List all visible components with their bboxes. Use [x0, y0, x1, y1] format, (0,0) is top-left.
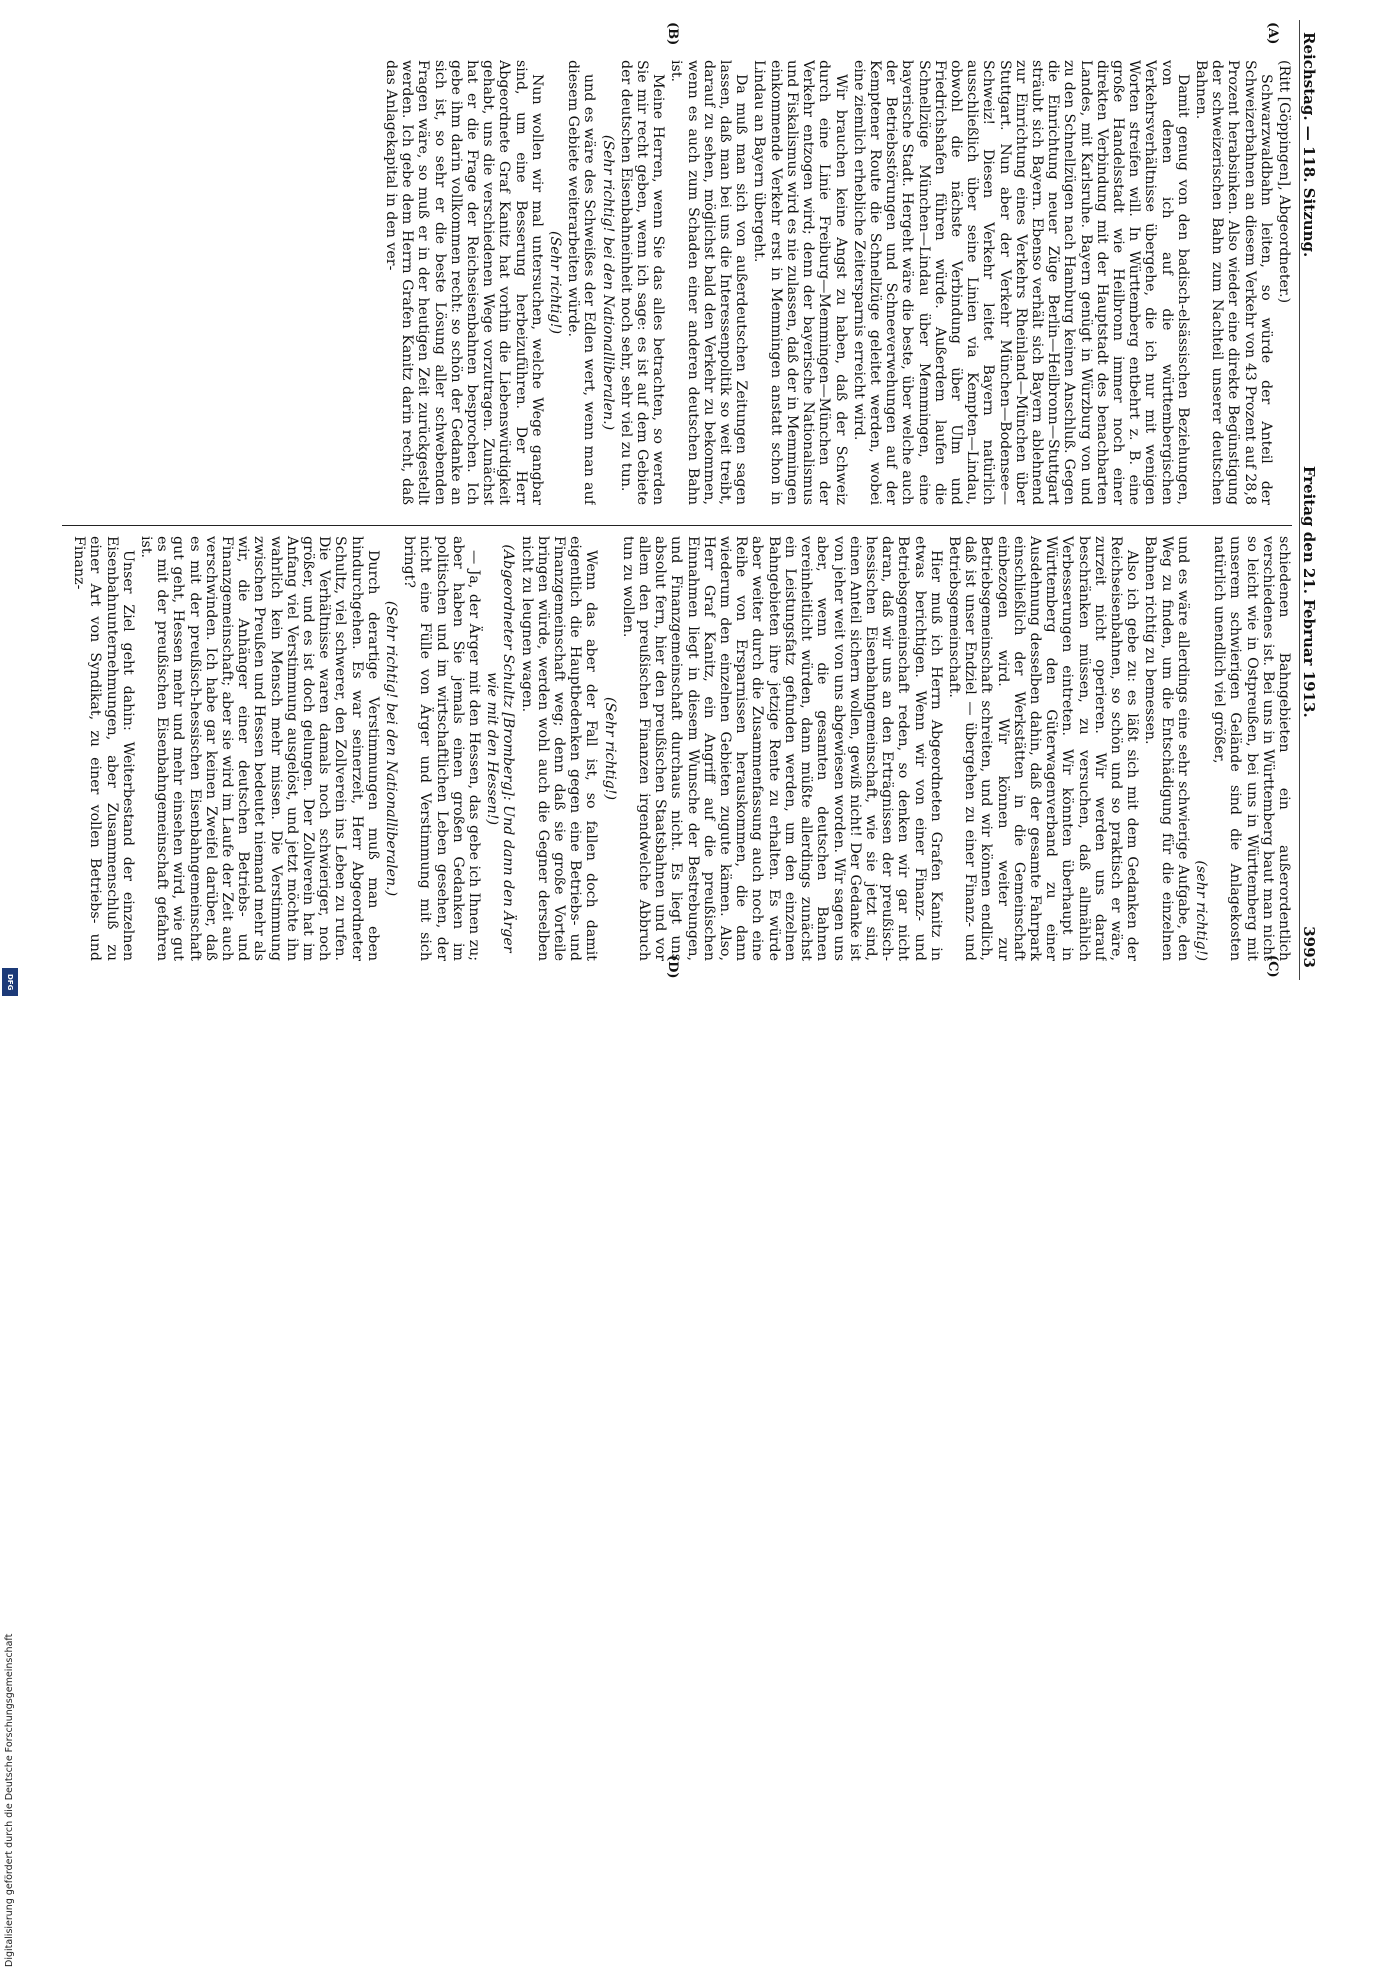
dfg-logo: DFG — [2, 968, 18, 996]
marker-a: (A) — [1265, 22, 1280, 45]
marker-b: (B) — [665, 22, 680, 46]
paragraph: Wir brauchen keine Angst zu haben, daß der Schweiz durch eine Linie Freiburg—Memmingen—München der Verkehr entzogen wird; denn der bayerische Nationalismus und Fiskalismus wird es nie zulassen, daß der in Memmingen einkommende Verkehr erst in Memmingen anstatt schon in Lindau an Bayern übergeht. — [751, 60, 849, 505]
paragraph: Hier muß ich Herrn Abgeordneten Grafen Kanitz in etwas berichtigen. Wenn wir von einer Finanz- und Betriebsgemeinschaft reden, so denken wir gar nicht daran, daß wir uns an den Erträgnissen der preußisch-hessischen Eisenbahngemeinschaft, wie sie jetzt sind, einen Anteil sichern wollen, gewiß nicht! Der Gedanke ist von jeher weit von uns abgewiesen worden. Wir sagen uns aber, wenn die gesamten deutschen Bahnen vereinheitlicht würden, dann müßte allerdings zunächst ein Leistungsfatz gefunden werden, um den einzelnen Bahngebieten ihre jetzige Rente zu erhalten. Es würde aber weiter durch die Zusammenfassung auch noch eine Reihe von Ersparnissen herauskommen, die dann wiederum den einzelnen Gebieten zugute kämen. Also, Herr Graf Kanitz, ein Angriff auf die preußischen Einnahmen liegt in diesem Wunsche der Bestrebungen, und Finanzgemeinschaft durchaus nicht. Es liegt uns absolut fern, hier den preußischen Staatsbahnen und vor allem den preußischen Finanzen irgendwelche Abbruch tun zu wollen. — [619, 536, 944, 961]
paragraph: (Sehr richtig!) — [547, 230, 564, 335]
paragraph: und es wäre allerdings eine sehr schwierige Aufgabe, den Weg zu finden, um die Entschädigung für die einzelnen Bahnen richtig zu bemessen. — [1142, 536, 1191, 961]
header-date: Freitag den 21. Februar 1913. — [1300, 465, 1318, 718]
paragraph: Also ich gebe zu: es läßt sich mit dem Gedanken der Reichseisenbahnen, so schön und so praktisch er wäre, zurzeit nicht operieren. Wir werden uns darauf beschränken müssen, zu versuchen, daß allmählich Verbesserungen eintreten. Wir könnten überhaupt in Württemberg den Güterwagenverband zu einer Ausdehnung desselben dahin, daß der gesamte Fahrpark einschließlich der Werkstätten in die Gemeinschaft einbezogen wird. Wir können weiter zur Betriebsgemeinschaft schreiten, und wir können endlich, daß ist unser Endziel — übergehen zu einer Finanz- und Betriebsgemeinschaft. — [945, 536, 1141, 961]
paragraph: Unser Ziel geht dahin: Weiterbestand der einzelnen Eisenbahnunternehmungen, aber Zusammenschluß zu einer Art von Syndikat, zu einer vollen Betriebs- und Finanz- — [71, 536, 136, 961]
page-header — [1299, 20, 1340, 980]
paragraph: Damit genug von den badisch-elsässischen Beziehungen, von denen ich auf die württembergischen Verkehrsverhältnisse übergehe, die ich nur mit wenigen Worten streifen will. In Württemberg entbehrt z. B. eine große Handelsstadt wie Heilbronn immer noch einer direkten Verbindung mit der Hauptstadt des benachbarten Landes, mit Karlsruhe. Bayern genügt in Würzburg von und zu den Schnellzügen nach Hamburg keinen Anschluß. Gegen die Einrichtung neuer Züge Berlin—Heilbronn—Stuttgart sträubt sich Bayern. Ebenso verhält sich Bayern ablehnend zur Einrichtung eines Verkehrs Rheinland—München über Stuttgart. Nun aber der Verkehr München—Bodensee—Schweiz! Diesen Verkehr leitet Bayern natürlich ausschließlich über seine Linien via Kempten—Lindau, obwohl die nächste Verbindung über Ulm und Friedrichshafen führen würde. Außerdem laufen die Schnellzüge München—Lindau über Memmingen, eine bayerische Stadt. Hergeht wäre die beste, über welche auch der Betriebsstörungen und Schneeverwehungen auf der Kemptener Route die Schnellzüge geleitet werden, wobei eine ziemlich erhebliche Zeitersparnis erreicht wird. — [850, 60, 1191, 505]
paragraph: (Sehr richtig!) — [601, 696, 618, 801]
paragraph: Durch derartige Verstimmungen muß man eben hindurchgehen. Es war seinerzeit, Herr Abgeordneter Schultz, viel schwerer, den Zollverein ins Leben zu rufen. Die Verhältnisse waren damals noch schwieriger, noch größer, und es ist doch gelungen. Der Zollverein hat im Anfang viel Verstimmung ausgelöst, und jetzt möchte ihn wahrlich kein Mensch mehr missen. Die Verstimmung zwischen Preußen und Hessen bedeutet niemand mehr als wir, die Anhänger einer deutschen Betriebs- und Finanzgemeinschaft; aber sie wird im Laufe der Zeit auch verschwinden. Ich habe gar keinen Zweifel darüber, daß es mit der preußisch-hessischen Eisenbahngemeinschaft gut geht, Hessen mehr und mehr einsehen wird, wie gut es mit der preußischen Eisenbahngemeinschaft gefahren ist. — [137, 536, 381, 961]
header-session: Reichstag. — 118. Sitzung. — [1300, 32, 1318, 258]
paragraph: (Sehr richtig! bei den Nationalliberalen.) — [383, 600, 400, 897]
paragraph: schiedenen Bahngebieten ein außerordentlich verschiedenes ist. Bei uns in Württemberg baut man nicht so leicht wie in Ostpreußen, bei uns in Württemberg mit unserem schwierigen Gelände sind die Anlagekosten natürlich unendlich viel größer, — [1211, 536, 1292, 961]
text-column-left — [62, 60, 1292, 505]
paragraph: Nun wollen wir mal untersuchen, welche Wege gangbar sind, um eine Besserung herbeizuführen. Der Herr Abgeordnete Graf Kanitz hat vorhin die Liebenswürdigkeit gehabt, uns die verschiedenen Wege vorzutragen. Zunächst hat er die Frage der Reichseisenbahnen besprochen. Ich gebe ihm darin vollkommen recht: so schön der Gedanke an sich ist, so sehr er die beste Lösung aller schwebenden Fragen wäre, so muß er in der heutigen Zeit zurückgestellt werden. Ich gebe dem Herrn Grafen Kanitz darin recht, daß das Anlagekapital in den ver- — [383, 60, 545, 505]
paragraph: (Ritt [Göppingen], Abgeordneter.) — [1276, 60, 1292, 304]
paragraph: (Sehr richtig! bei den Nationalliberalen.) — [599, 134, 616, 431]
paragraph: (Abgeordneter Schultz [Bromberg]: Und dann den Ärger wie mit den Hessen!) — [484, 544, 517, 953]
paragraph: Schwarzwaldbahn leiten, so würde der Anteil der Schweizerbahnen an diesem Verkehr von 43 Prozent auf 28,8 Prozent herabsinken. Also wieder eine direkte Begünstigung der schweizerischen Bahn zum Nachteil unserer deutschen Bahnen. — [1192, 60, 1274, 505]
paragraph: und es wäre des Schweißes der Edlen wert, wenn man auf diesem Gebiete weiterarbeiten würde. — [565, 60, 598, 505]
paragraph: (sehr richtig!) — [1192, 860, 1209, 961]
paragraph: — Ja, der Ärger mit den Hessen, das gebe ich Ihnen zu; aber haben Sie jemals einen großen Gedanken im politischen und im wirtschaftlichen Leben gesehen, der nicht eine Fülle von Ärger und Verstimmung mit sich bringt? — [401, 536, 483, 961]
paragraph: Meine Herren, wenn Sie das alles betrachten, so werden Sie mir recht geben, wenn ich sage: es ist auf dem Gebiete der deutschen Eisenbahneinheit noch sehr, sehr viel zu tun. — [617, 60, 667, 505]
marker-c: (C) — [1265, 955, 1280, 978]
text-column-right — [62, 525, 1292, 961]
paragraph: Wenn das aber der Fall ist, so fallen doch damit eigentlich die Hauptbedenken gegen eine Betriebs- und Finanzgemeinschaft weg; denn daß sie große Vorteile bringen würde, werden wohl auch die Gegner derselben nicht zu leugnen wagen. — [518, 536, 600, 961]
page-number: 3993 — [1300, 926, 1318, 968]
paragraph: Da muß man sich von außerdeutschen Zeitungen sagen lassen, daß man bei uns die Interessenpolitik so weit treibt, darauf zu sehen, möglichst bald den Verkehr zu bekommen, wenn es auch zum Schaden einer anderen deutschen Bahn ist. — [668, 60, 750, 505]
marker-d: (D) — [665, 955, 680, 979]
footer — [0, 972, 24, 1972]
funding-note: Digitalisierung gefördert durch die Deutsche Forschungsgemeinschaft — [4, 1633, 15, 1967]
rotated-page — [50, 20, 1340, 980]
